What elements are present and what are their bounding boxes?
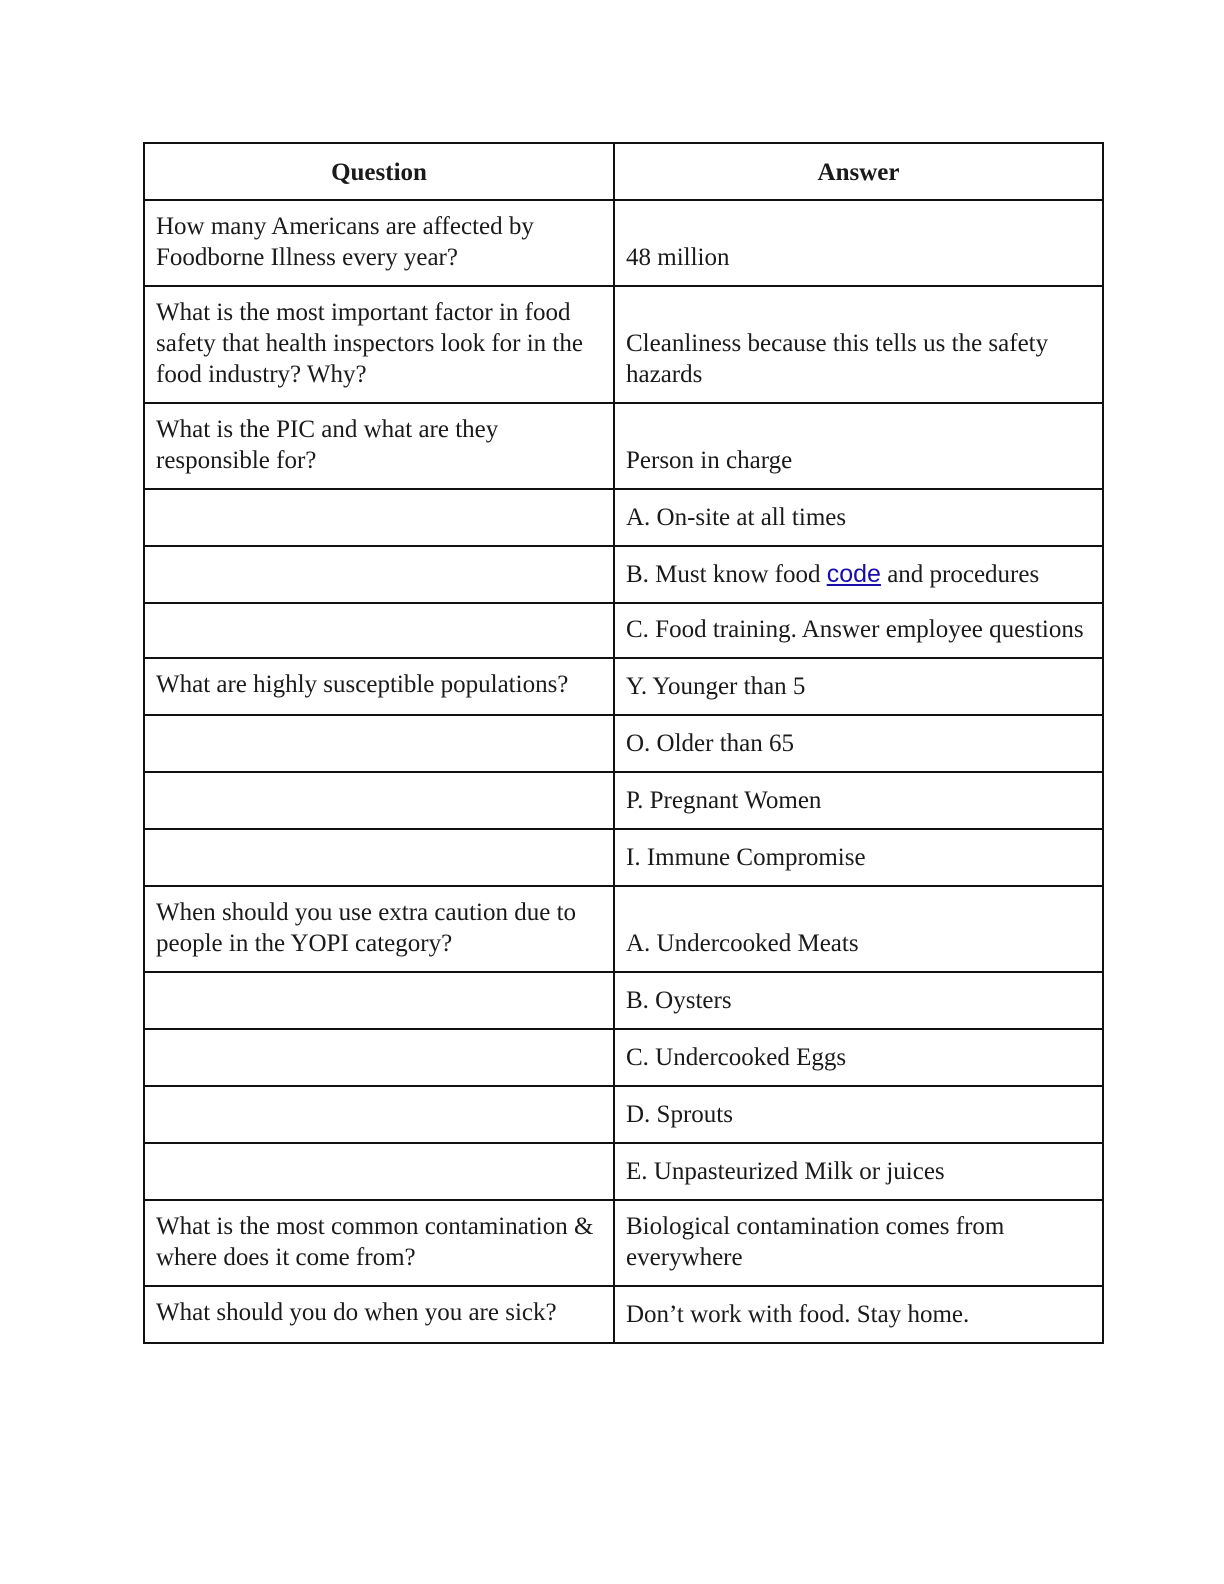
table-row: [144, 1286, 1103, 1343]
answer-text-before-link: B. Must know food: [626, 561, 827, 588]
table-row: [144, 772, 1103, 829]
answer-cell: Biological contamination comes from everywhere: [614, 1200, 1103, 1286]
question-cell: What are highly susceptible populations?: [144, 658, 614, 715]
question-cell: What should you do when you are sick?: [144, 1286, 614, 1343]
answer-cell: Y. Younger than 5: [614, 658, 1103, 715]
table-row: [144, 1200, 1103, 1286]
question-cell: [144, 489, 614, 546]
table-row: [144, 972, 1103, 1029]
answer-cell: I. Immune Compromise: [614, 829, 1103, 886]
question-cell: What is the most common contamination & where does it come from?: [144, 1200, 614, 1286]
table-row: [144, 603, 1103, 658]
question-cell: How many Americans are affected by Foodborne Illness every year?: [144, 200, 614, 286]
qa-table: [143, 142, 1104, 1344]
question-cell: [144, 546, 614, 603]
answer-cell: [614, 546, 1103, 603]
answer-cell: O. Older than 65: [614, 715, 1103, 772]
answer-cell: P. Pregnant Women: [614, 772, 1103, 829]
question-cell: [144, 829, 614, 886]
question-cell: When should you use extra caution due to people in the YOPI category?: [144, 886, 614, 972]
table-row: [144, 546, 1103, 603]
table-row: [144, 489, 1103, 546]
table-row: [144, 200, 1103, 286]
code-link[interactable]: code: [826, 560, 881, 588]
table-row: [144, 286, 1103, 403]
question-cell: [144, 972, 614, 1029]
question-header: Question: [144, 143, 614, 200]
answer-text-after-link: and procedures: [880, 561, 1040, 588]
question-cell: What is the most important factor in food safety that health inspectors look for in the food industry? Why?: [144, 286, 614, 403]
table-row: [144, 829, 1103, 886]
answer-cell: Cleanliness because this tells us the safety hazards: [614, 286, 1103, 403]
table-row: [144, 715, 1103, 772]
answer-cell: E. Unpasteurized Milk or juices: [614, 1143, 1103, 1200]
answer-cell: A. Undercooked Meats: [614, 886, 1103, 972]
answer-cell: 48 million: [614, 200, 1103, 286]
question-cell: [144, 1143, 614, 1200]
table-row: [144, 403, 1103, 489]
question-cell: What is the PIC and what are they responsible for?: [144, 403, 614, 489]
question-cell: [144, 715, 614, 772]
question-cell: [144, 1086, 614, 1143]
question-cell: [144, 1029, 614, 1086]
answer-cell: C. Undercooked Eggs: [614, 1029, 1103, 1086]
table-row: [144, 1086, 1103, 1143]
answer-cell: D. Sprouts: [614, 1086, 1103, 1143]
question-cell: [144, 603, 614, 658]
header-row: [144, 143, 1103, 200]
table-row: [144, 1143, 1103, 1200]
table-row: [144, 886, 1103, 972]
answer-header: Answer: [614, 143, 1103, 200]
answer-cell: B. Oysters: [614, 972, 1103, 1029]
answer-cell: Person in charge: [614, 403, 1103, 489]
table-row: [144, 1029, 1103, 1086]
question-cell: [144, 772, 614, 829]
answer-cell: A. On-site at all times: [614, 489, 1103, 546]
answer-cell: Don’t work with food. Stay home.: [614, 1286, 1103, 1343]
table-row: [144, 658, 1103, 715]
answer-cell: C. Food training. Answer employee questions: [614, 603, 1103, 658]
